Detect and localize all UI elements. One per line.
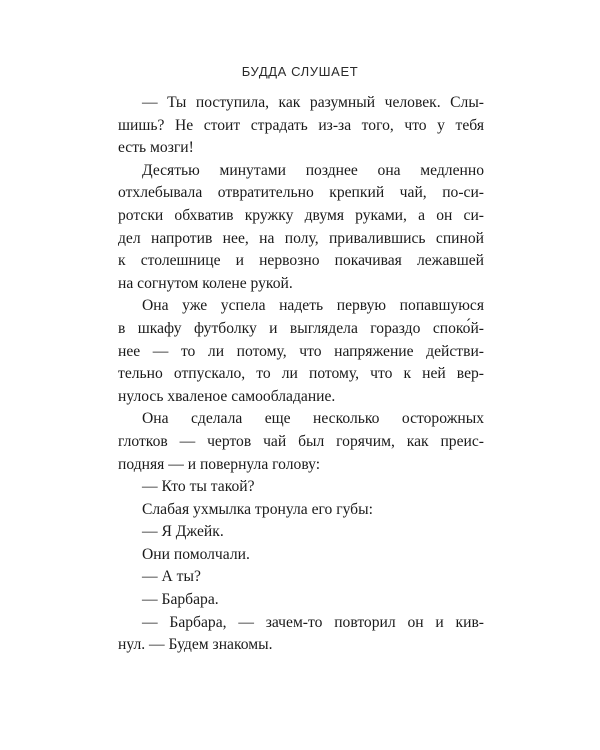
text-line: дел напротив нее, на полу, привалившись спиной xyxy=(118,229,484,247)
text-line: нулось хваленое самообладание. xyxy=(118,387,336,405)
text-line: — Барбара. xyxy=(142,591,219,609)
text-line: ротски обхватив кружку двумя руками, а он си- xyxy=(118,206,484,224)
body-text xyxy=(118,92,484,657)
text-line: в шкафу футболку и выглядела гораздо споко́й- xyxy=(118,319,484,337)
text-line: Она сделала еще несколько осторожных xyxy=(142,410,484,428)
text-line: Слабая ухмылка тронула его губы: xyxy=(142,500,373,518)
text-line: к столешнице и нервозно покачивая лежавшей xyxy=(118,252,484,270)
text-line: отхлебывала отвратительно крепкий чай, по-си- xyxy=(118,184,484,202)
text-line: — А ты? xyxy=(142,568,201,586)
text-line: нее — то ли потому, что напряжение действи- xyxy=(118,342,484,360)
text-line: — Кто ты такой? xyxy=(142,478,255,496)
text-line: на согнутом колене рукой. xyxy=(118,274,293,292)
running-head: БУДДА СЛУШАЕТ xyxy=(241,64,359,79)
text-line: Десятью минутами позднее она медленно xyxy=(142,161,484,179)
text-line: нул. — Будем знакомы. xyxy=(118,636,273,654)
text-line: тельно отпускало, то ли потому, что к ней вер- xyxy=(118,365,484,383)
text-line: Они помолчали. xyxy=(142,545,250,563)
text-line: есть мозги! xyxy=(118,139,194,157)
text-line: — Я Джейк. xyxy=(142,523,224,541)
text-line: — Барбара, — зачем-то повторил он и кив- xyxy=(142,613,484,631)
text-line: шишь? Не стоит страдать из-за того, что у тебя xyxy=(118,116,484,134)
text-line: глотков — чертов чай был горячим, как преис- xyxy=(118,432,484,450)
text-line: Она уже успела надеть первую попавшуюся xyxy=(142,297,484,315)
text-line: — Ты поступила, как разумный человек. Слы- xyxy=(142,94,484,111)
text-line: подняя — и повернула голову: xyxy=(118,455,321,473)
